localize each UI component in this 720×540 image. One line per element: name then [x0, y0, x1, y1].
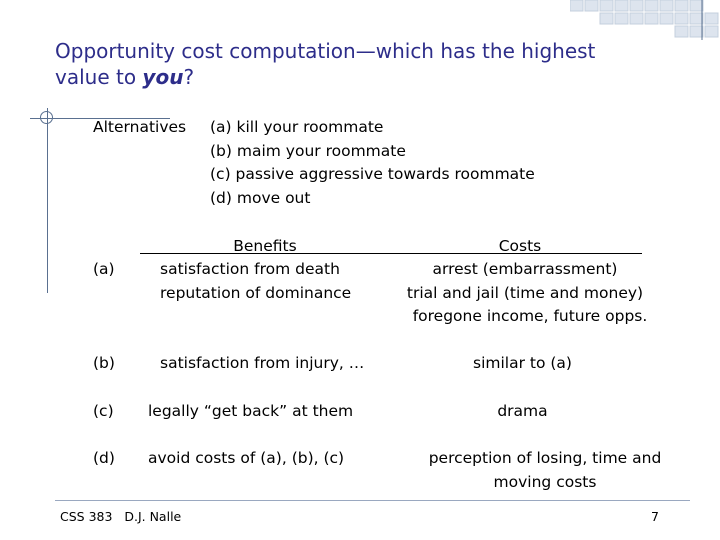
row-b-benefit: satisfaction from injury, … — [160, 354, 365, 372]
left-vertical-rule — [47, 108, 48, 293]
row-a-cost-2: trial and jail (time and money) — [406, 283, 644, 302]
row-a-label: (a) — [93, 260, 115, 278]
alternatives-label: Alternatives — [93, 118, 187, 136]
title-emphasis: you — [142, 65, 184, 89]
page-number: 7 — [651, 509, 659, 524]
alternative-c: (c) passive aggressive towards roommate — [210, 165, 535, 183]
row-d-benefit: avoid costs of (a), (b), (c) — [148, 449, 345, 467]
row-d-cost-1: perception of losing, time and — [428, 449, 662, 467]
alternative-b: (b) maim your roommate — [210, 141, 406, 160]
costs-header: Costs — [498, 237, 542, 255]
row-b-label: (b) — [93, 354, 115, 372]
row-c-label: (c) — [93, 402, 114, 420]
row-c-benefit: legally “get back” at them — [148, 402, 354, 420]
slide-title: Opportunity cost computation—which has the highest value to you? — [55, 39, 596, 89]
row-a-benefit-2: reputation of dominance — [160, 283, 352, 302]
row-a-benefit-1: satisfaction from death — [160, 260, 340, 278]
row-b-cost: similar to (a) — [473, 354, 572, 372]
row-d-label: (d) — [93, 449, 115, 467]
alternative-a: (a) kill your roommate — [210, 118, 384, 136]
row-a-cost-3: foregone income, future opps. — [412, 307, 648, 325]
footer-rule — [55, 500, 690, 501]
footer-course-author: CSS 383 D.J. Nalle — [60, 509, 182, 524]
row-d-cost-2: moving costs — [493, 472, 597, 491]
benefits-header: Benefits — [233, 237, 297, 255]
row-a-cost-1: arrest (embarrassment) — [432, 260, 618, 278]
corner-circle — [40, 111, 53, 124]
alternative-d: (d) move out — [210, 188, 311, 207]
corner-grid-decoration — [570, 0, 720, 40]
row-c-cost: drama — [497, 402, 548, 420]
